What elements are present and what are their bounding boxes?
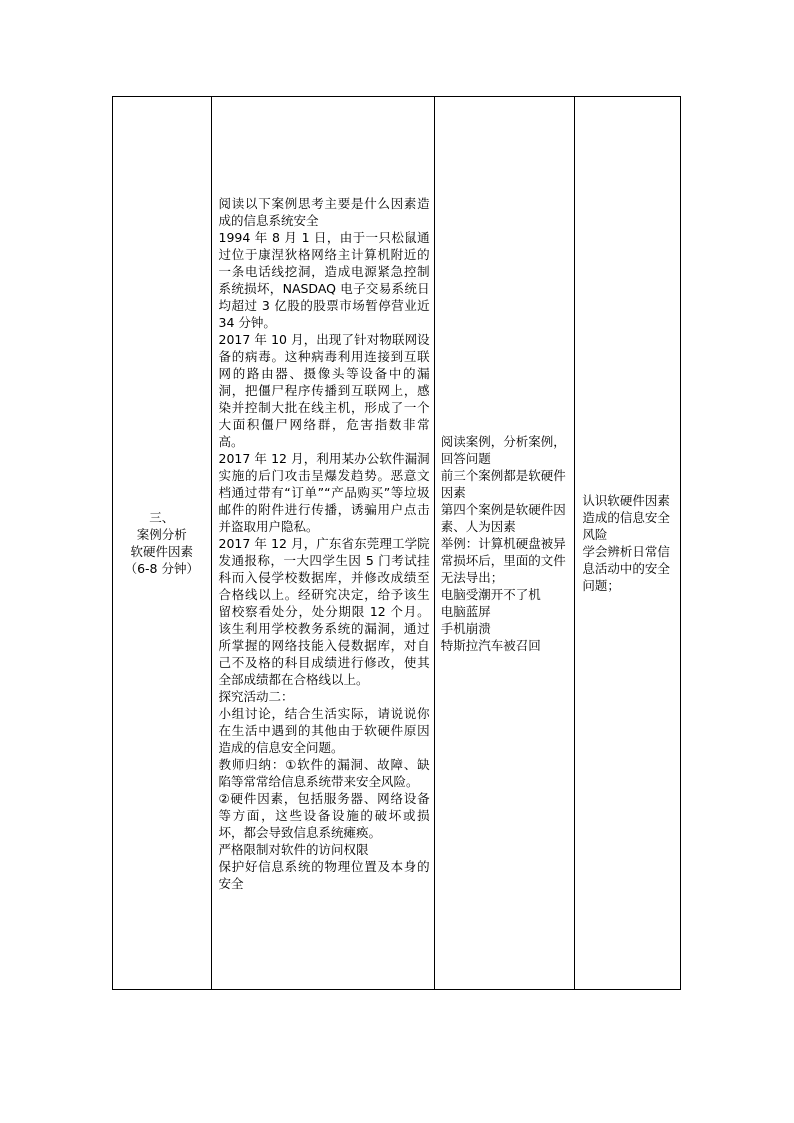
student-line: 特斯拉汽车被召回 <box>440 637 541 653</box>
teacher-activity-cell <box>211 97 434 990</box>
lesson-plan-table <box>112 96 681 990</box>
teacher-summary-1: 教师归纳：①软件的漏洞、故障、缺陷等常常给信息系统带来安全风险。 <box>218 756 430 789</box>
student-line: 第四个案例是软硬件因素、人为因素 <box>440 501 566 534</box>
student-line: 电脑蓝屏 <box>440 603 491 619</box>
case-2: 2017 年 10 月，出现了针对物联网设备的病毒。这种病毒利用连接到互联网的路由器、摄像头等设备中的漏洞，把僵尸程序传播到互联网上，感染并控制大批在线主机，形成了一个大面积僵尸网络群，危害指数非常高。 <box>218 331 430 449</box>
design-intent-line: 认识软硬件因素造成的信息安全风险 <box>582 493 670 542</box>
teacher-summary-2: ②硬件因素，包括服务器、网络设备等方面，这些设备设施的破坏或损坏，都会导致信息系统瘫痪。 <box>218 790 430 840</box>
student-line: 前三个案例都是软硬件因素 <box>440 467 566 500</box>
activity-body: 小组讨论，结合生活实际，请说说你在生活中遇到的其他由于软硬件原因造成的信息安全问题。 <box>218 705 430 755</box>
stage-duration: （6-8 分钟） <box>124 561 199 576</box>
measure-2: 保护好信息系统的物理位置及本身的安全 <box>218 858 430 891</box>
stage-number: 三、 <box>149 510 175 525</box>
design-intent-line: 学会辨析日常信息活动中的安全问题； <box>582 544 670 593</box>
case-4: 2017 年 12 月，广东省东莞理工学院发通报称，一大四学生因 5 门考试挂科而入侵学校数据库，并修改成绩至合格线以上。经研究决定，给予该生留校察看处分，处分期限 12 个月。该生利用学校教务系统的漏洞，通过所掌握的网络技能入侵数据库，对自己不及格的科目成绩进行修改，使其全部成绩都在合格线以上。 <box>218 535 430 687</box>
student-line: 手机崩溃 <box>440 620 491 636</box>
student-line: 电脑受潮开不了机 <box>440 586 541 602</box>
stage-title: 案例分析 <box>136 527 187 542</box>
student-line: 阅读案例，分析案例，回答问题 <box>440 433 566 466</box>
design-intent-cell <box>575 97 681 990</box>
case-3: 2017 年 12 月，利用某办公软件漏洞实施的后门攻击呈爆发趋势。恶意文档通过带有“订单”“产品购买”等垃圾邮件的附件进行传播，诱骗用户点击并盗取用户隐私。 <box>218 450 430 534</box>
case-1: 1994 年 8 月 1 日，由于一只松鼠通过位于康涅狄格网络主计算机附近的一条电话线挖洞，造成电源紧急控制系统损坏，NASDAQ 电子交易系统日均超过 3 亿股的股票市场暂停营业近 34 分钟。 <box>218 229 430 330</box>
student-activity-cell <box>434 97 575 990</box>
stage-cell <box>113 97 212 990</box>
measure-1: 严格限制对软件的访问权限 <box>218 841 369 857</box>
case-intro: 阅读以下案例思考主要是什么因素造成的信息系统安全 <box>218 195 430 228</box>
stage-subtitle: 软硬件因素 <box>130 544 194 559</box>
table-row <box>113 97 681 990</box>
student-line: 举例：计算机硬盘被异常损坏后，里面的文件无法导出； <box>440 535 566 585</box>
activity-title: 探究活动二： <box>218 688 294 704</box>
